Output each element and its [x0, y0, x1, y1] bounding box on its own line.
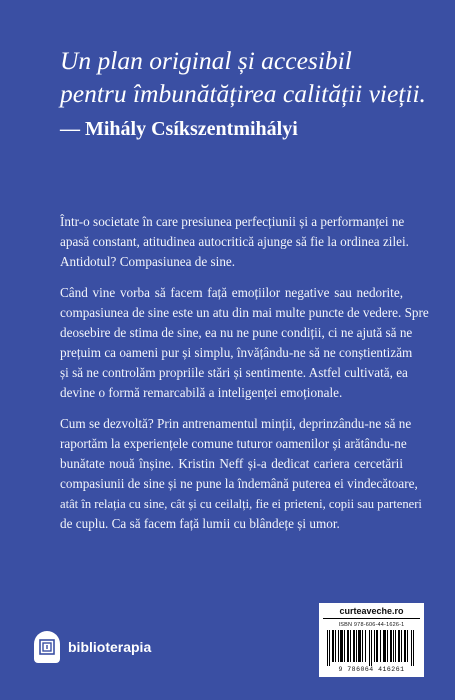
paragraph-3: [60, 414, 422, 534]
publisher-logo: [34, 631, 151, 663]
text-line: devine o formă remarcabilă a inteligenței emoționale.: [60, 385, 343, 400]
text-line: Într-o societate în care presiunea perfecțiunii și a performanței ne: [60, 214, 405, 229]
isbn-label: ISBN 978-606-44-1626-1: [338, 622, 405, 628]
text-line: Antidotul? Compasiunea de sine.: [60, 254, 236, 269]
text-line: Când vine vorba să facem față emoțiilor negative sau nedorite,: [60, 285, 403, 300]
quote-line-2: pentru îmbunătățirea calității vieții.: [60, 79, 426, 108]
text-line: de cuplu. Ca să facem față lumii cu blândețe și umor.: [60, 516, 340, 531]
paragraph-1: [60, 212, 409, 272]
publisher-website: curteaveche.ro: [323, 603, 420, 619]
paragraph-2: [60, 283, 429, 403]
text-line: raportăm la experiențele comune tuturor oamenilor și arătându-ne: [60, 436, 407, 451]
text-line: deosebire de stima de sine, ea nu ne pune condiții, ci ne ajută să ne: [60, 325, 413, 340]
blurb-text: [60, 212, 429, 534]
publisher-name: biblioterapia: [68, 639, 152, 655]
tagline-quote: [60, 44, 440, 110]
barcode-number: 9 786064 416261: [338, 666, 405, 673]
text-line: apasă constant, atitudinea autocritică ajunge să fie la ordinea zilei.: [60, 234, 409, 249]
book-shield-icon: [34, 631, 60, 663]
text-line: compasiunea de sine este un atu din mai multe puncte de vedere. Spre: [60, 305, 429, 320]
text-line: Cum se dezvoltă? Prin antrenamentul minții, deprinzându-ne să ne: [60, 416, 412, 431]
quote-line-1: Un plan original și accesibil: [60, 46, 352, 75]
quote-author: — Mihály Csíkszentmihályi: [60, 118, 298, 140]
barcode: [319, 603, 424, 677]
barcode-bars: [327, 630, 416, 666]
text-line: bunătate nouă înșine. Kristin Neff și-a dedicat cariera cercetării: [60, 456, 403, 471]
text-line: prețuim ca oameni pur și simplu, învățându-ne să ne conștientizăm: [60, 345, 413, 360]
text-line: atât în relația cu sine, cât și cu ceilalți, fie ei prieteni, copii sau parteneri: [60, 497, 422, 511]
text-line: și să ne controlăm propriile stări și sentimente. Astfel cultivată, ea: [60, 365, 408, 380]
text-line: compasiunii de sine și ne pune la îndemână puterea ei vindecătoare,: [60, 476, 418, 491]
